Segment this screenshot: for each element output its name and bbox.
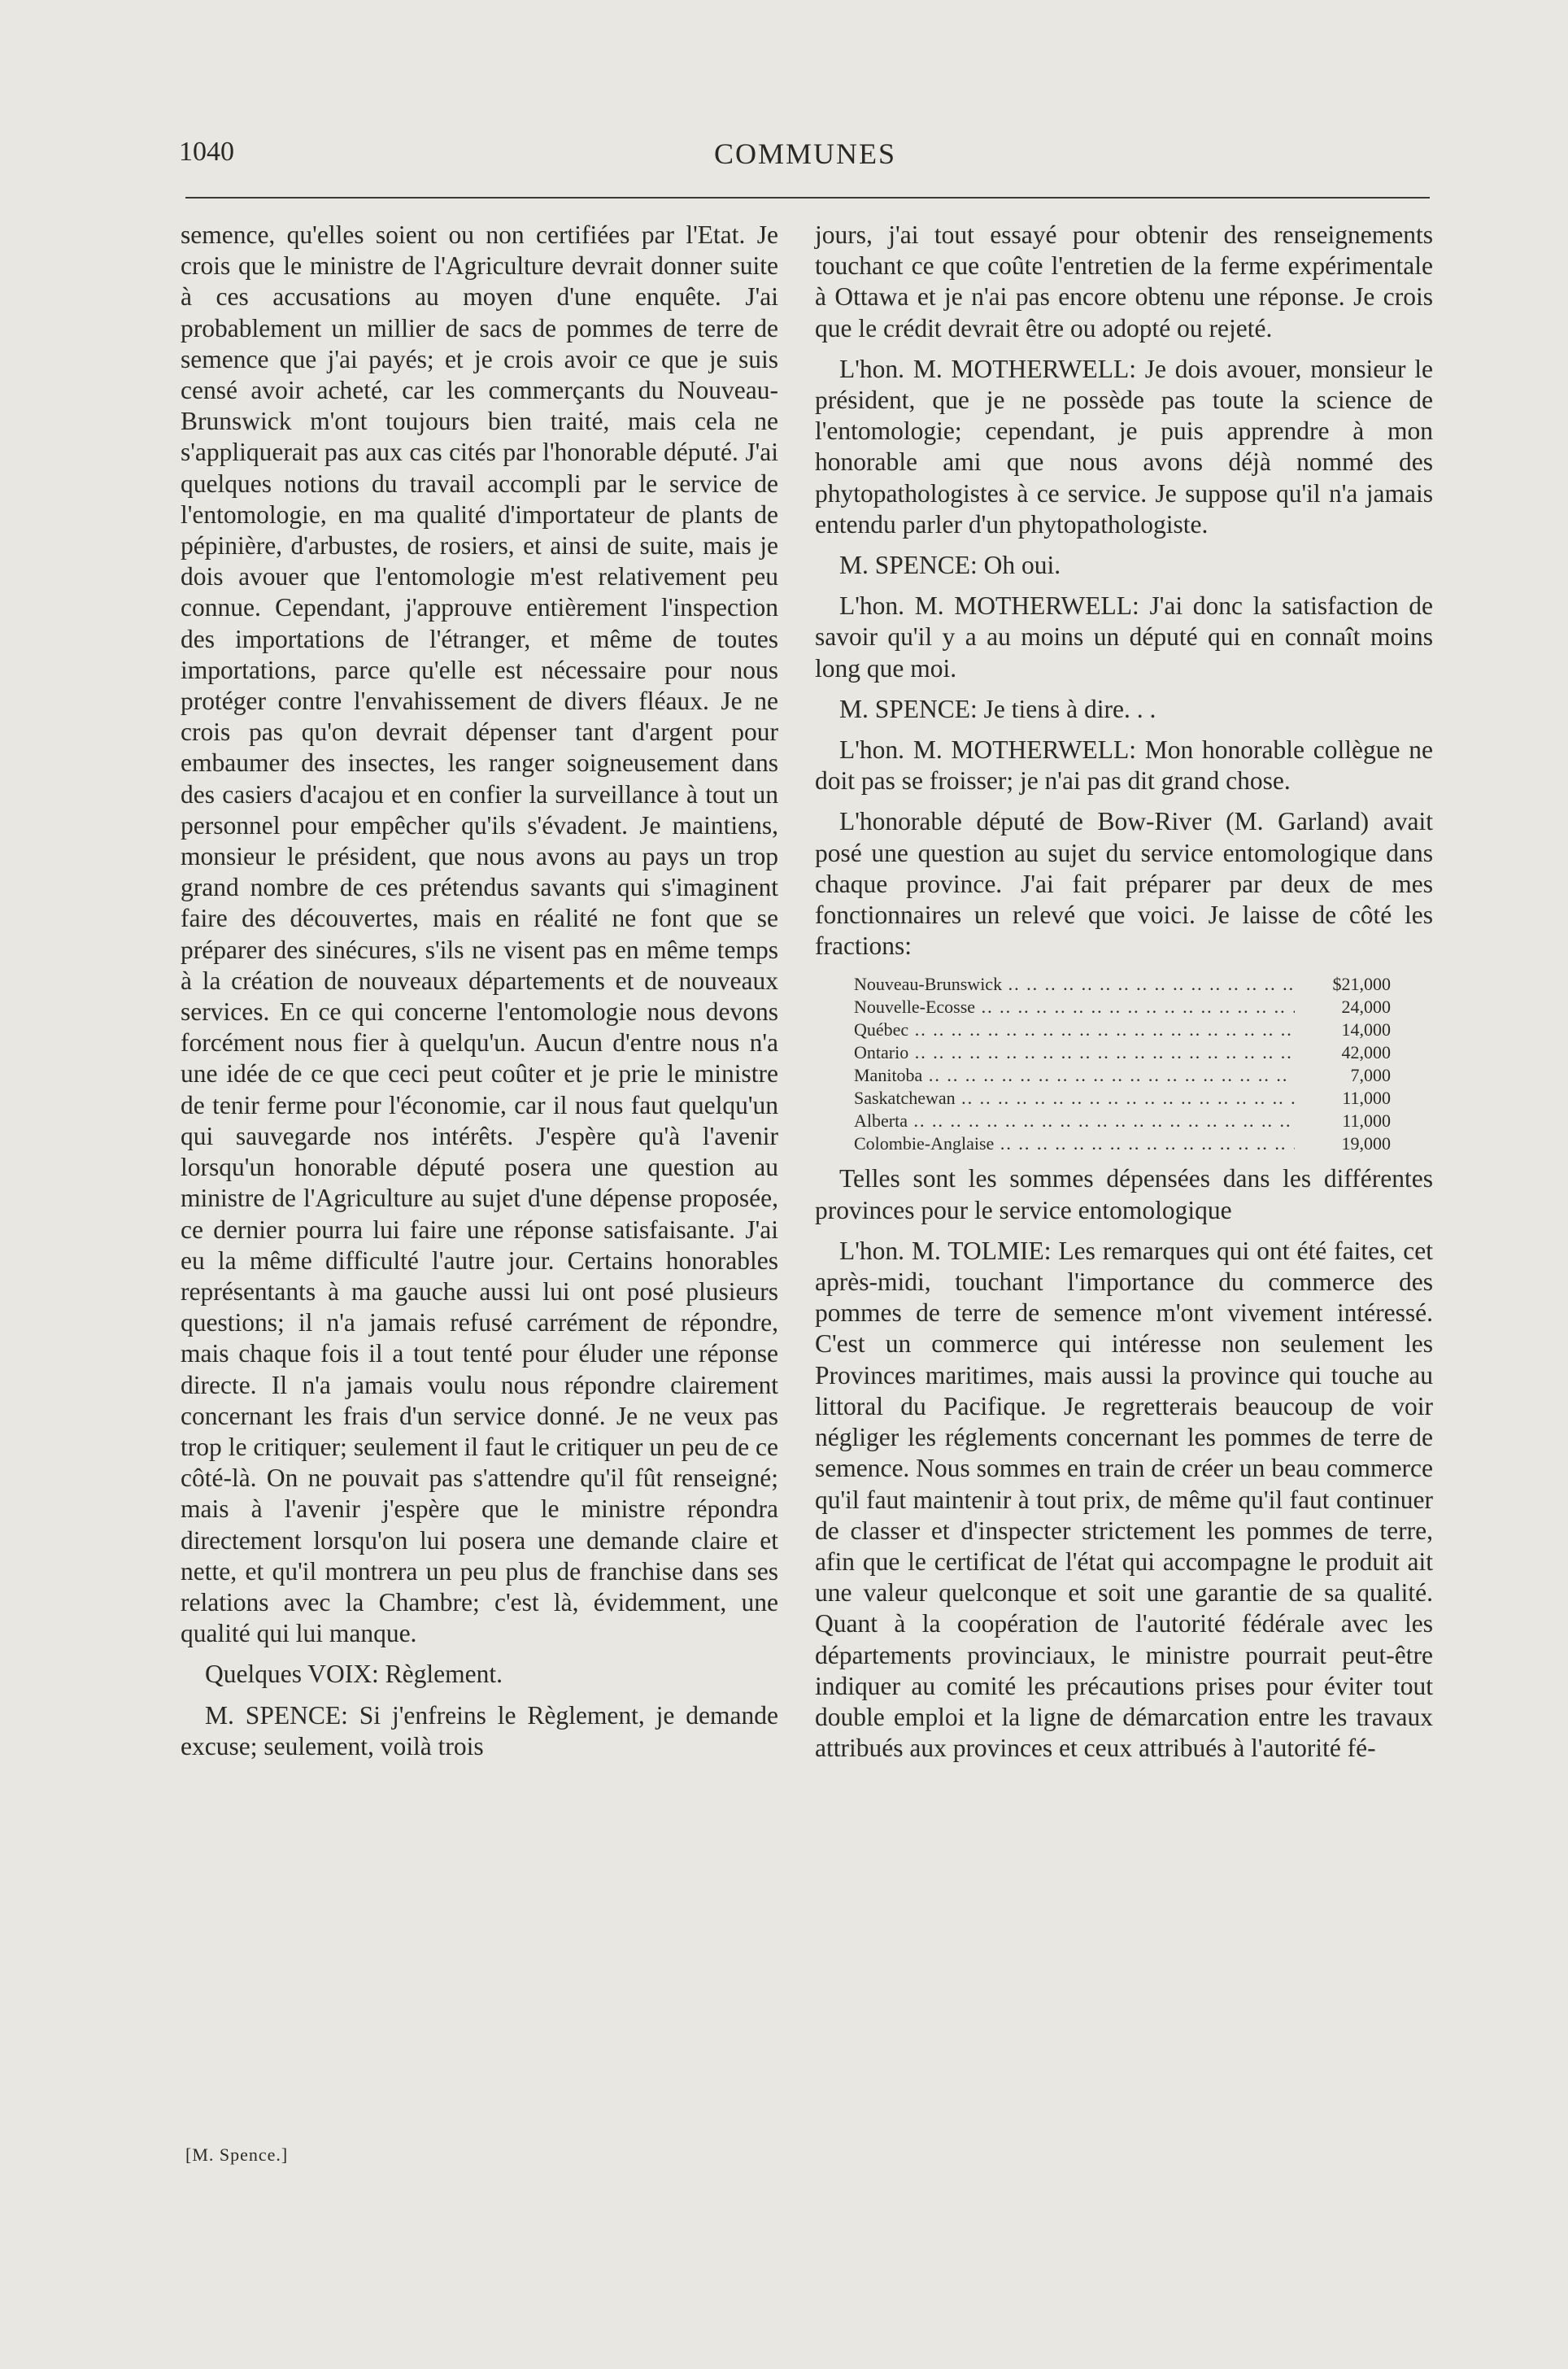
province-name: Québec .. ..: [854, 1019, 1295, 1041]
left-column: [181, 220, 778, 1762]
right-column: [815, 220, 1433, 1764]
province-amount: 19,000: [1341, 1133, 1391, 1154]
header-rule: [185, 197, 1430, 199]
paragraph: L'hon. M. MOTHERWELL: Mon honorable collègue ne doit pas se froisser; je n'ai pas dit grand chose.: [815, 735, 1433, 796]
page-header: [179, 137, 1431, 177]
paragraph: M. SPENCE: Je tiens à dire. . .: [839, 694, 1156, 723]
table-row: [854, 1064, 1391, 1087]
table-row: [854, 1110, 1391, 1132]
paragraph: L'honorable député de Bow-River (M. Garland) avait posé une question au sujet du service entomologique dans chaque province. J'ai fait préparer par deux de mes fonctionnaires un relevé que voici. Je laisse de côté les fractions:: [815, 807, 1433, 961]
province-name: Nouvelle-Ecosse .. ..: [854, 996, 1295, 1019]
province-amount: $21,000: [1332, 974, 1391, 995]
paragraph: jours, j'ai tout essayé pour obtenir des renseignements touchant ce que coûte l'entretien de la ferme expérimentale à Ottawa et je n'ai pas encore obtenu une réponse. Je crois que le crédit devrait être ou adopté ou rejeté.: [815, 220, 1433, 342]
amounts-table: [854, 973, 1391, 1155]
running-title: COMMUNES: [713, 137, 897, 170]
province-name: Saskatchewan .. ..: [854, 1087, 1295, 1110]
province-name: Manitoba .. ..: [854, 1064, 1295, 1087]
paragraph: L'hon. M. MOTHERWELL: J'ai donc la satisfaction de savoir qu'il y a au moins un député qui en connaît moins long que moi.: [815, 591, 1433, 683]
province-amount: 24,000: [1341, 997, 1391, 1018]
province-name: Ontario .. ..: [854, 1041, 1295, 1064]
province-name: Alberta .. ..: [854, 1110, 1295, 1132]
province-amount: 11,000: [1342, 1110, 1391, 1132]
paragraph: semence, qu'elles soient ou non certifiées par l'Etat. Je crois que le ministre de l'Agriculture devrait donner suite à ces accusations au moyen d'une enquête. J'ai probablement un millier de sacs de pommes de terre de semence que j'ai payés; et je crois avoir ce que je suis censé avoir acheté, car les commerçants du Nouveau-Brunswick m'ont toujours bien traité, mais cela ne s'appliquerait pas aux cas cités par l'honorable député. J'ai quelques notions du travail accompli par le service de l'entomologie, en ma qualité d'importateur de plants de pépinière, d'arbustes, de rosiers, et ainsi de suite, mais je dois avouer que l'entomologie m'est relativement peu connue. Cependant, j'approuve entièrement l'inspection des importations de l'étranger, et même de toutes importations, parce qu'elle est nécessaire pour nous protéger contre l'envahissement de divers fléaux. Je ne crois pas qu'on devrait dépenser tant d'argent pour embaumer des insectes, les ranger soigneusement dans des casiers d'acajou et en confier la surveillance à tout un personnel pour empêcher qu'ils s'évadent. Je maintiens, monsieur le président, que nous avons au pays un trop grand nombre de ces prétendus savants qui s'imaginent faire des découvertes, mais en réalité ne font que se préparer des sinécures, s'ils ne visent pas en même temps à la création de nouveaux départements et de nouveaux services. En ce qui concerne l'entomologie nous devons forcément nous fier à quelqu'un. Aucun d'entre nous n'a une idée de ce que ceci peut coûter et je prie le ministre de tenir ferme pour l'économie, car il nous faut quelqu'un qui sauvegarde nos intérêts. J'espère qu'à l'avenir lorsqu'un honorable député posera une question au ministre de l'Agriculture au sujet d'une dépense proposée, ce dernier pourra lui faire une réponse satisfaisante. J'ai eu la même difficulté l'autre jour. Certains honorables représentants à ma gauche aussi lui ont posé plusieurs questions; il n'a jamais refusé carrément de répondre, mais chaque fois il a tout tenté pour éluder une réponse directe. Il n'a jamais voulu nous répondre clairement concernant les frais d'un service donné. Je ne veux pas trop le critiquer; seulement il faut le critiquer un peu de ce côté-là. On ne pouvait pas s'attendre qu'il fût renseigné; mais à l'avenir j'espère que le ministre répondra directement lorsqu'on lui posera une demande claire et nette, et qu'il montrera un peu plus de franchise dans ses relations avec la Chambre; c'est là, évidemment, une qualité qui lui manque.: [181, 220, 778, 1648]
paragraph: Quelques VOIX: Règlement.: [205, 1660, 503, 1689]
province-amount: 14,000: [1341, 1019, 1391, 1041]
table-row: [854, 1087, 1391, 1110]
province-name: Nouveau-Brunswick .. ..: [854, 973, 1295, 996]
paragraph: L'hon. M. MOTHERWELL: Je dois avouer, monsieur le président, que je ne possède pas toute la science de l'entomologie; cependant, je puis apprendre à mon honorable ami que nous avons déjà nommé des phytopathologistes à ce service. Je suppose qu'il n'a jamais entendu parler d'un phytopathologiste.: [815, 354, 1433, 539]
paragraph: M. SPENCE: Si j'enfreins le Règlement, je demande excuse; seulement, voilà trois: [181, 1700, 778, 1760]
province-amount: 11,000: [1342, 1088, 1391, 1109]
table-row: [854, 996, 1391, 1019]
table-row: [854, 1132, 1391, 1155]
paragraph: M. SPENCE: Oh oui.: [839, 551, 1061, 580]
paragraph: L'hon. M. TOLMIE: Les remarques qui ont été faites, cet après-midi, touchant l'importance du commerce des pommes de terre de semence m'ont vivement intéressé. C'est un commerce qui intéresse non seulement les Provinces maritimes, mais aussi la province qui touche au littoral du Pacifique. Je regretterais beaucoup de voir négliger les réglements concernant les pommes de terre de semence. Nous sommes en train de créer un beau commerce qu'il faut maintenir à tout prix, de même qu'il faut continuer de classer et d'inspecter strictement les pommes de terre, afin que le certificat de l'état qui accompagne le produit ait une valeur quelconque et soit une garantie de sa qualité. Quant à la coopération de l'autorité fédérale avec les départements provinciaux, le ministre pourrait peut-être indiquer au comité les précautions prises pour éviter tout double emploi et la ligne de démarcation entre les travaux attribués aux provinces et ceux attribués à l'autorité fé-: [815, 1236, 1433, 1763]
province-amount: 42,000: [1341, 1042, 1391, 1063]
paragraph: Telles sont les sommes dépensées dans les différentes provinces pour le service entomologique: [815, 1164, 1433, 1224]
table-row: [854, 1019, 1391, 1041]
page-number: 1040: [179, 137, 234, 167]
table-row: [854, 973, 1391, 996]
province-name: Colombie-Anglaise .. ..: [854, 1132, 1295, 1155]
speaker-footnote: [M. Spence.]: [185, 2144, 289, 2165]
province-amount: 7,000: [1350, 1065, 1391, 1086]
table-row: [854, 1041, 1391, 1064]
